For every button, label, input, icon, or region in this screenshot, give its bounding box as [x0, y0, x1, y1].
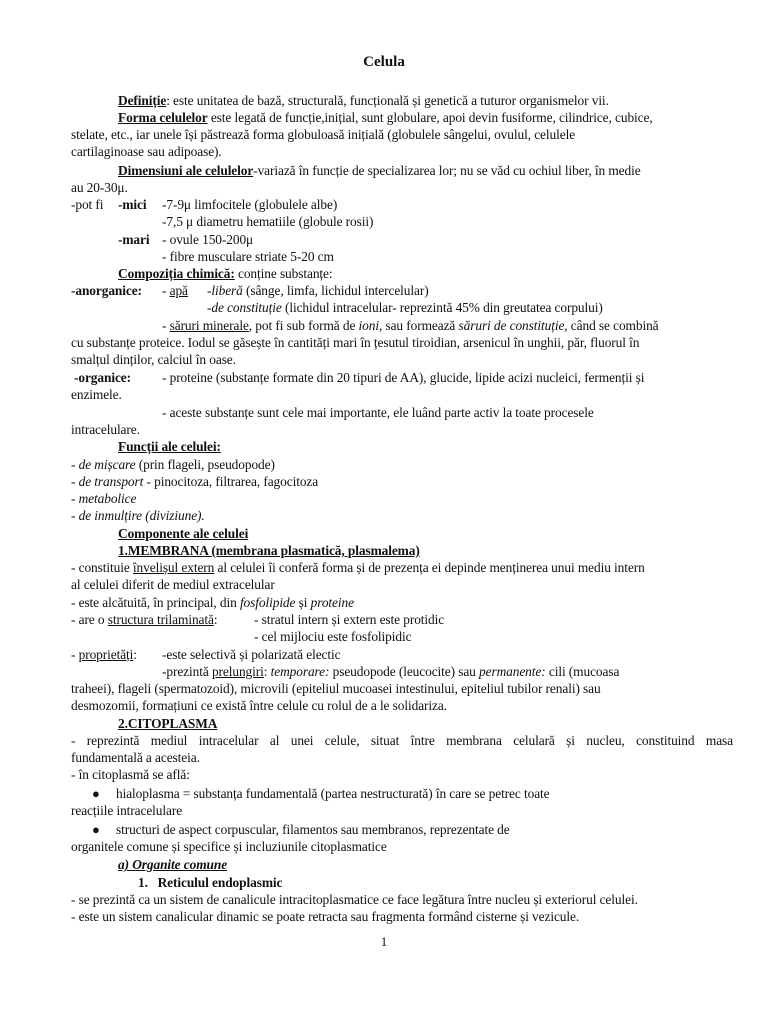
hialoplasma-line-1: hialoplasma = substanța fundamentală (partea nestructurată) în care se petrec toate [116, 786, 550, 801]
dimensiuni-text-1: -variază în funcție de specializarea lor; nu se văd cu ochiul liber, în medie [253, 163, 641, 178]
mici-label: -mici [118, 197, 147, 212]
libera-label: -liberă [207, 283, 243, 298]
pot-fi-label: -pot fi [71, 197, 104, 212]
citoplasma-line-1: - reprezintă mediul intracelular al unei celule, situat între membrana celulară și nucleu, constituind masa [71, 733, 733, 748]
citoplasma-line-3: - în citoplasmă se află: [71, 767, 190, 782]
membrana-text: - [71, 647, 79, 662]
citoplasma-heading: 2.CITOPLASMA [118, 716, 218, 731]
saruri-line-2: cu substanțe proteice. Iodul se găsește în cantități mari în țesutul tiroidian, arsenicul în unghii, păr, fluorul în [71, 335, 640, 350]
citoplasma-line-2: fundamentală a acesteia. [71, 750, 200, 765]
membrana-line-4 [71, 611, 217, 628]
compozitia-label: Compoziția chimică: [118, 266, 235, 281]
saruri-text-a: , pot fi sub formă de [248, 318, 359, 333]
dimensiuni-label: Dimensiuni ale celulelor [118, 163, 254, 178]
saruri-line-3: smalțul dinților, calciul în oase. [71, 352, 236, 367]
fosfolipide-term: fosfolipide [239, 595, 296, 610]
apa-line [162, 282, 188, 299]
strat-mijlociu-text: - cel mijlociu este fosfolipidic [254, 629, 412, 644]
saruri-dash: - [162, 318, 170, 333]
apa-libera-line [207, 282, 429, 299]
saruri-label: săruri minerale [169, 318, 249, 333]
invelis-extern-term: învelișul extern [132, 560, 215, 575]
reticul-heading: 1. Reticulul endoplasmic [138, 875, 283, 890]
reticul-line-1: - se prezintă ca un sistem de canalicule intracitoplasmatice ce face legătura între nucleu și exteriorul celulei. [71, 892, 638, 907]
membrana-line-3 [71, 594, 354, 611]
membrana-text: pseudopode (leucocite) sau [329, 664, 480, 679]
membrana-line-8: traheei), flageli (spermatozoid), microvili (epiteliul mucoasei intestinului, epiteliul tubilor renali) sau [71, 681, 601, 696]
membrana-text: - constituie [71, 560, 133, 575]
functii-label: Funcții ale celulei: [118, 439, 221, 454]
apa-label: apă [169, 283, 188, 298]
saruri-text-c: , când se combină [564, 318, 659, 333]
functie-name: - de mișcare [71, 457, 136, 472]
definition-line [118, 92, 609, 109]
membrana-text: : [213, 612, 218, 627]
bullet-icon: ● [92, 786, 100, 801]
mari-item-2: - fibre musculare striate 5-20 cm [162, 249, 334, 264]
membrana-heading: 1.MEMBRANA (membrana plasmatică, plasmalema) [118, 543, 420, 558]
membrana-text: : [263, 664, 271, 679]
saruri-constitutie-term: săruri de constituție [458, 318, 565, 333]
apa-constitutie-line [207, 299, 603, 316]
compozitia-text: conține substanțe: [234, 266, 333, 281]
permanente-term: permanente: [479, 664, 546, 679]
forma-line-1 [118, 109, 653, 126]
trilaminata-term: structura trilaminată [107, 612, 214, 627]
functie-item [71, 507, 205, 524]
important-line-2: intracelulare. [71, 422, 140, 437]
definition-text: : este unitatea de bază, structurală, funcțională și genetică a tuturor organismelor vii. [166, 93, 609, 108]
important-line-1: - aceste substanțe sunt cele mai importante, ele luând parte activ la toate procesele [162, 405, 594, 420]
functie-name: - metabolice [71, 491, 137, 506]
membrana-text: : [133, 647, 137, 662]
dimensiuni-line-1 [118, 162, 641, 179]
componente-label: Componente ale celulei [118, 526, 249, 541]
structuri-line-2: organitele comune și specifice și incluziunile citoplasmatice [71, 839, 387, 854]
forma-label: Forma celulelor [118, 110, 208, 125]
functie-name: - de inmulțire (diviziune). [71, 508, 205, 523]
functie-text: - pinocitoza, filtrarea, fagocitoza [143, 474, 319, 489]
organite-heading: a) Organite comune [118, 857, 228, 872]
saruri-text-b: , sau formează [378, 318, 459, 333]
functie-item [71, 473, 318, 490]
proteine-term: proteine [310, 595, 354, 610]
membrana-line-9: desmozomii, formațiuni ce există între celule cu rolul de a le solidariza. [71, 698, 447, 713]
strat-intern-text: - stratul intern și extern este protidic [254, 612, 445, 627]
membrana-line-2: al celulei diferit de mediul extracelular [71, 577, 275, 592]
organice-line-1: - proteine (substanțe formate din 20 tipuri de AA), glucide, lipide acizi nucleici, fermenții și [162, 370, 645, 385]
membrana-text: cili (mucoasa [545, 664, 620, 679]
proprietati-term: proprietăți [78, 647, 134, 662]
mici-item-2: -7,5 μ diametru hematiile (globule rosii) [162, 214, 374, 229]
prelungiri-term: prelungiri [211, 664, 264, 679]
organice-line-2: enzimele. [71, 387, 122, 402]
ioni-term: ioni [358, 318, 379, 333]
constitutie-label: -de constituție [207, 300, 282, 315]
mici-item-1: -7-9μ limfocitele (globulele albe) [162, 197, 338, 212]
membrana-line-1 [71, 559, 645, 576]
forma-line-3: cartilaginoase sau adipoase). [71, 144, 222, 159]
mari-item-1: - ovule 150-200μ [162, 232, 254, 247]
apa-dash: - [162, 283, 170, 298]
compozitia-line [118, 265, 333, 282]
bullet-icon: ● [92, 822, 100, 837]
forma-text-1: este legată de funcție,inițial, sunt globulare, apoi devin fusiforme, cilindrice, cubice, [207, 110, 653, 125]
membrana-text: - are o [71, 612, 108, 627]
selectiva-text: -este selectivă și polarizată electic [162, 647, 341, 662]
mari-label: -mari [118, 232, 150, 247]
functie-item [71, 490, 136, 507]
saruri-line-1 [162, 317, 659, 334]
anorganice-label: -anorganice: [71, 283, 142, 298]
page-title: Celula [363, 54, 405, 70]
libera-text: (sânge, limfa, lichidul intercelular) [242, 283, 429, 298]
structuri-line-1: structuri de aspect corpuscular, filamentos sau membranos, reprezentate de [116, 822, 510, 837]
functie-text: (prin flageli, pseudopode) [135, 457, 275, 472]
hialoplasma-line-2: reacțiile intracelulare [71, 803, 183, 818]
forma-line-2: stelate, etc., iar unele își păstrează forma globuloasă inițială (globulele sângelui, ovulul, celulele [71, 127, 576, 142]
functie-item [71, 456, 275, 473]
membrana-text: - este alcătuită, în principal, din [71, 595, 240, 610]
temporare-term: temporare: [270, 664, 330, 679]
reticul-line-2: - este un sistem canalicular dinamic se poate retracta sau fragmenta formând cisterne și vezicule. [71, 909, 580, 924]
functie-name: - de transport [71, 474, 144, 489]
page-number: 1 [380, 934, 388, 949]
proprietati-line [71, 646, 137, 663]
dimensiuni-line-2: au 20-30μ. [71, 180, 128, 195]
definition-label: Definiție [118, 93, 167, 108]
organice-label: -organice: [74, 370, 132, 385]
prelungiri-line [162, 663, 619, 680]
membrana-text: și [295, 595, 311, 610]
membrana-text: al celulei îi conferă forma și de prezența ei depinde menținerea unui mediu intern [214, 560, 645, 575]
membrana-text: -prezintă [162, 664, 212, 679]
constitutie-text: (lichidul intracelular- reprezintă 45% din greutatea corpului) [281, 300, 603, 315]
